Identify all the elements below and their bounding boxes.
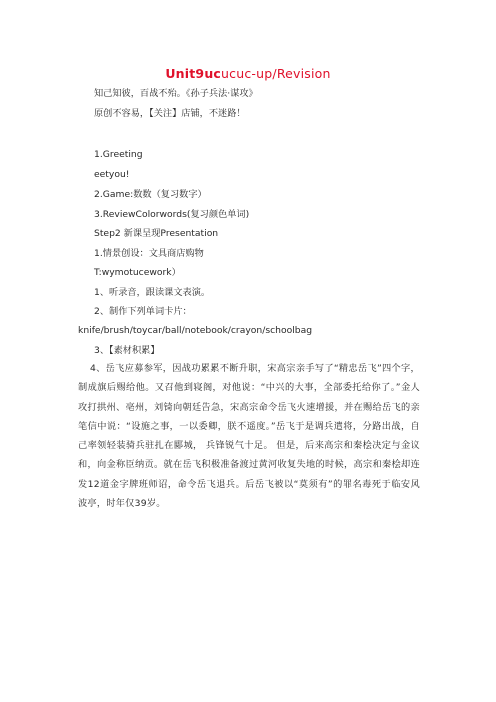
- word-list-line: knife/brush/toycar/ball/notebook/crayon/schoolbag: [78, 325, 313, 336]
- title-unit: Unit9uc: [165, 66, 222, 81]
- scenario-line: 1.情景创设：文具商店购物: [94, 248, 204, 259]
- step-greeting: 1.Greeting: [94, 149, 143, 160]
- greeting-text: eetyou!: [94, 169, 130, 180]
- step-game: 2.Game:数数（复习数字）: [94, 189, 207, 200]
- document-title: [0, 66, 496, 81]
- title-topic: ucuc-up/Revision: [221, 66, 331, 81]
- story-paragraph: [78, 359, 420, 513]
- material-heading: 3、【素材积累】: [94, 345, 160, 356]
- teacher-line: T:wymotucework）: [94, 267, 181, 278]
- step-presentation: Step2 新课呈现Presentation: [94, 228, 219, 239]
- cards-line: 2、制作下列单词卡片：: [94, 306, 192, 317]
- listen-line: 1、听录音，跟读课文表演。: [94, 287, 211, 298]
- follow-notice-line: 原创不容易，【关注】店铺，不迷路！: [94, 108, 246, 119]
- step-review: 3.ReviewColorwords(复习颜色单词): [94, 209, 250, 220]
- quote-line: 知己知彼，百战不殆。《孙子兵法·谋攻》: [94, 88, 258, 99]
- story-text: 4、岳飞应募参军，因战功累累不断升职，宋高宗亲手写了“精忠岳飞”四个字，制成旗后赐给他。又召他到寝阁，对他说：“中兴的大事，全部委托给你了。”金人攻打拱州、亳州，刘锜向朝廷告急，宋高宗命令岳飞火速增援，并在赐给岳飞的亲笔信中说：“设施之事，一以委卿，朕不遥度。”岳飞于是调兵遣将，分路出战，自己率领轻装骑兵驻扎在郾城， 兵锋锐气十足。 但是，后来高宗和秦桧决定与金议和，向金称臣纳贡。就在岳飞积极准备渡过黄河收复失地的时候，高宗和秦桧却连发12道金字牌班师诏，命令岳飞退兵。后岳飞被以“莫须有”的罪名毒死于临安风波亭，时年仅39岁。: [78, 363, 420, 510]
